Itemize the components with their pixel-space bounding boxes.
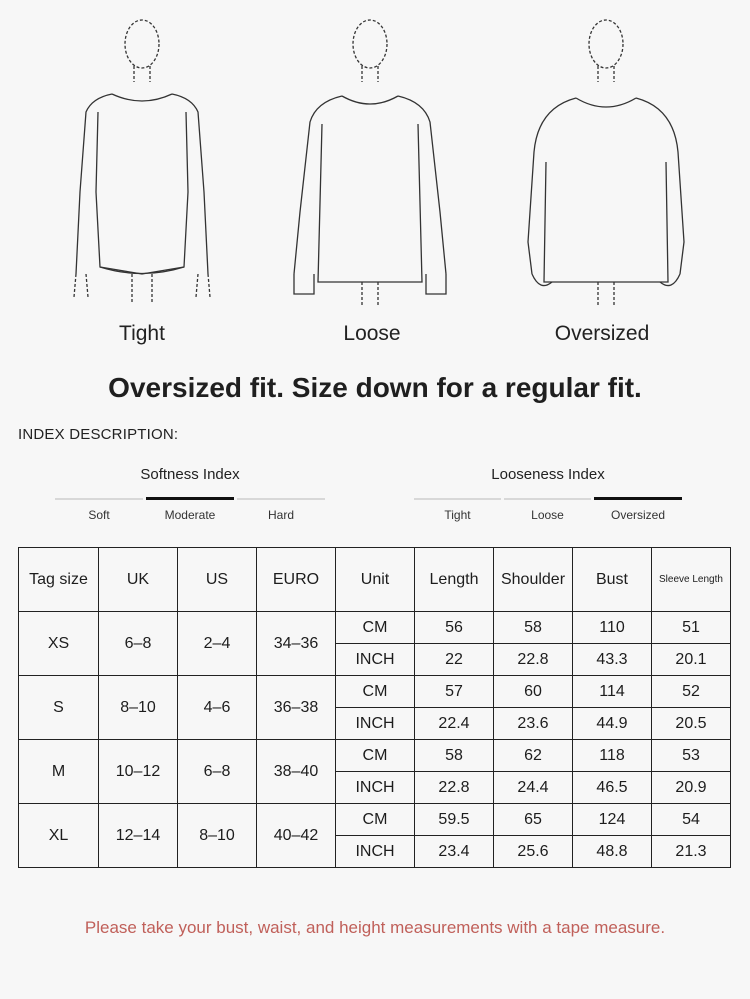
softness-segment-hard [237,498,325,500]
unit-cell: INCH [336,772,415,804]
looseness-segment-oversized [594,497,682,500]
softness-label-moderate: Moderate [164,508,216,522]
header-length: Length [415,548,494,612]
bust-cell: 46.5 [573,772,652,804]
softness-segment-moderate [146,497,234,500]
sleeve-cell: 20.5 [652,708,731,740]
table-row [19,612,731,644]
length-cell: 23.4 [415,836,494,868]
oversized-fit-illustration [516,12,696,312]
unit-cell: CM [336,676,415,708]
header-bust: Bust [573,548,652,612]
loose-fit-illustration [280,12,460,312]
header-tag-size: Tag size [19,548,99,612]
euro-cell: 36–38 [257,676,336,740]
sleeve-cell: 52 [652,676,731,708]
figure-tight [52,12,232,312]
table-row [19,740,731,772]
shoulder-cell: 25.6 [494,836,573,868]
length-cell: 22 [415,644,494,676]
unit-cell: INCH [336,836,415,868]
unit-cell: INCH [336,644,415,676]
us-cell: 2–4 [178,612,257,676]
us-cell: 4–6 [178,676,257,740]
shoulder-cell: 60 [494,676,573,708]
table-row [19,676,731,708]
sleeve-cell: 21.3 [652,836,731,868]
header-sleeve-length: Sleeve Length [652,548,731,612]
length-cell: 58 [415,740,494,772]
euro-cell: 38–40 [257,740,336,804]
uk-cell: 6–8 [99,612,178,676]
unit-cell: CM [336,804,415,836]
length-cell: 59.5 [415,804,494,836]
bust-cell: 44.9 [573,708,652,740]
tag-size-cell: S [19,676,99,740]
header-shoulder: Shoulder [494,548,573,612]
sleeve-cell: 20.9 [652,772,731,804]
unit-cell: INCH [336,708,415,740]
table-row [19,804,731,836]
uk-cell: 12–14 [99,804,178,868]
bust-cell: 118 [573,740,652,772]
looseness-index-title: Looseness Index [491,466,605,483]
softness-label-soft: Soft [88,508,110,522]
looseness-segment-tight [414,498,501,500]
shoulder-cell: 62 [494,740,573,772]
sleeve-cell: 20.1 [652,644,731,676]
header-euro: EURO [257,548,336,612]
table-header-row [19,548,731,612]
bust-cell: 43.3 [573,644,652,676]
uk-cell: 8–10 [99,676,178,740]
softness-segment-soft [55,498,143,500]
shoulder-cell: 22.8 [494,644,573,676]
bust-cell: 124 [573,804,652,836]
figure-label-loose: Loose [343,322,401,345]
softness-scale [55,498,325,522]
euro-cell: 40–42 [257,804,336,868]
figure-loose [280,12,460,312]
length-cell: 57 [415,676,494,708]
looseness-segment-loose [504,498,591,500]
length-cell: 56 [415,612,494,644]
figure-label-tight: Tight [119,322,165,345]
tag-size-cell: XL [19,804,99,868]
uk-cell: 10–12 [99,740,178,804]
us-cell: 8–10 [178,804,257,868]
figure-oversized [516,12,696,312]
tag-size-cell: XS [19,612,99,676]
looseness-scale [414,498,682,522]
sleeve-cell: 54 [652,804,731,836]
looseness-label-tight: Tight [444,508,471,522]
bust-cell: 110 [573,612,652,644]
shoulder-cell: 24.4 [494,772,573,804]
euro-cell: 34–36 [257,612,336,676]
header-uk: UK [99,548,178,612]
sleeve-cell: 51 [652,612,731,644]
length-cell: 22.8 [415,772,494,804]
length-cell: 22.4 [415,708,494,740]
fit-headline: Oversized fit. Size down for a regular fit. [108,372,642,403]
index-description-heading: INDEX DESCRIPTION: [18,426,179,443]
tag-size-cell: M [19,740,99,804]
shoulder-cell: 23.6 [494,708,573,740]
header-unit: Unit [336,548,415,612]
shoulder-cell: 58 [494,612,573,644]
us-cell: 6–8 [178,740,257,804]
unit-cell: CM [336,612,415,644]
bust-cell: 114 [573,676,652,708]
header-us: US [178,548,257,612]
tight-fit-illustration [52,12,232,312]
sleeve-cell: 53 [652,740,731,772]
unit-cell: CM [336,740,415,772]
shoulder-cell: 65 [494,804,573,836]
size-chart-table [18,547,731,868]
figure-label-oversized: Oversized [554,322,650,345]
looseness-label-loose: Loose [531,508,564,522]
measurement-note: Please take your bust, waist, and height measurements with a tape measure. [84,918,666,937]
looseness-label-oversized: Oversized [610,508,666,522]
bust-cell: 48.8 [573,836,652,868]
softness-index-title: Softness Index [140,466,240,483]
softness-label-hard: Hard [267,508,294,522]
